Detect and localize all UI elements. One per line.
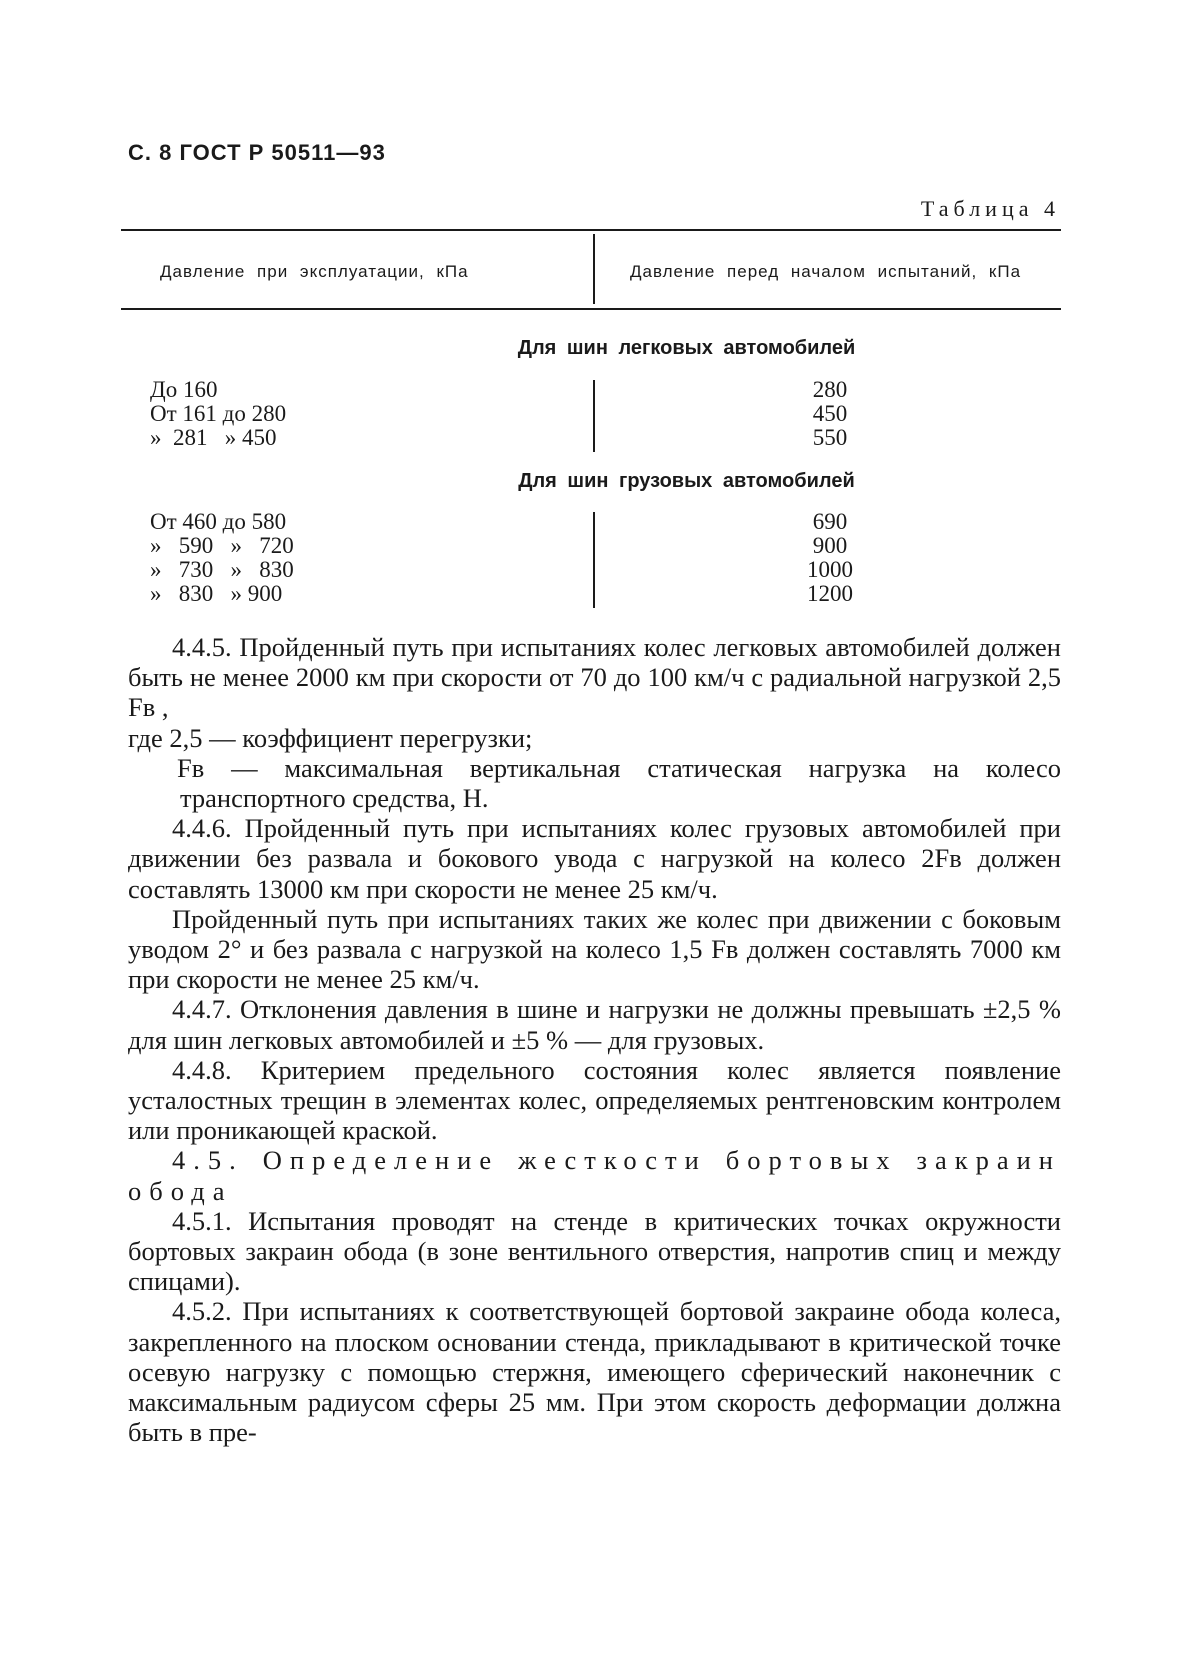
table-cell: 1000 bbox=[807, 557, 853, 582]
table-cell: 1200 bbox=[807, 581, 853, 606]
table-cell: » 590 » 720 bbox=[150, 533, 294, 558]
table-cell: От 161 до 280 bbox=[150, 401, 287, 426]
table-cell: 900 bbox=[812, 533, 848, 558]
section-heading-4-5: 4.5. Определение жесткости бортовых закраин обода bbox=[128, 1145, 1061, 1206]
table-label: Таблица 4 bbox=[920, 196, 1060, 221]
table-header-rule bbox=[121, 308, 1061, 310]
section-divider-cars bbox=[593, 380, 595, 452]
table-cell: От 460 до 580 bbox=[150, 509, 287, 534]
paragraph-where: где 2,5 — коэффициент перегрузки; bbox=[128, 722, 533, 753]
paragraph-4-5-1: 4.5.1. Испытания проводят на стенде в критических точках окружности бортовых закраин обода (в зоне вентильного отверстия, напротив спиц и между спицами). bbox=[128, 1205, 1061, 1297]
paragraph-4-4-6: 4.4.6. Пройденный путь при испытаниях колес грузовых автомобилей при движении без развала и бокового увода с нагрузкой на колесо 2Fв должен составлять 13000 км при скорости не менее 25 км/ч. bbox=[128, 813, 1061, 904]
section-title-trucks: Для шин грузовых автомобилей bbox=[518, 470, 855, 492]
page-header: С. 8 ГОСТ Р 50511—93 bbox=[128, 140, 386, 165]
table-cell: » 281 » 450 bbox=[150, 425, 277, 450]
table-top-rule bbox=[121, 229, 1061, 231]
table-cell: 450 bbox=[812, 401, 848, 426]
paragraph-fv-definition: Fв — максимальная вертикальная статическая нагрузка на колесо транспортного средства, Н. bbox=[177, 752, 1061, 814]
paragraph-4-5-2: 4.5.2. При испытаниях к соответствующей бортовой закраине обода колеса, закрепленного на плоском основании стенда, прикладывают в критической точке осевую нагрузку с помощью стержня, имеющего сферический наконечник с максимальным радиусом сферы 25 мм. При этом скорость деформации должна быть в пре- bbox=[128, 1296, 1061, 1448]
column-header-left: Давление при эксплуатации, кПа bbox=[160, 262, 469, 281]
table-cell: 690 bbox=[812, 509, 848, 534]
paragraph-4-4-7: 4.4.7. Отклонения давления в шине и нагрузки не должны превышать ±2,5 % для шин легковых автомобилей и ±5 % — для грузовых. bbox=[128, 994, 1061, 1055]
paragraph-4-4-5: 4.4.5. Пройденный путь при испытаниях колес легковых автомобилей должен быть не менее 2000 км при скорости от 70 до 100 км/ч с радиальной нагрузкой 2,5 Fв , bbox=[128, 632, 1061, 723]
paragraph-side-slip: Пройденный путь при испытаниях таких же колес при движении с боковым уводом 2° и без развала с нагрузкой на колесо 1,5 Fв должен составлять 7000 км при скорости не менее 25 км/ч. bbox=[128, 903, 1061, 995]
body-text bbox=[128, 632, 1061, 1447]
paragraph-4-4-8: 4.4.8. Критерием предельного состояния колес является появление усталостных трещин в элементах колес, определяемых рентгеновским контролем или проникающей краской. bbox=[128, 1054, 1061, 1146]
column-header-right: Давление перед началом испытаний, кПа bbox=[630, 262, 1022, 281]
table-cell: 280 bbox=[812, 377, 848, 402]
section-title-cars: Для шин легковых автомобилей bbox=[517, 337, 856, 359]
table-cell: » 830 » 900 bbox=[150, 581, 283, 606]
table-cell: 550 bbox=[812, 425, 848, 450]
section-divider-trucks bbox=[593, 512, 595, 608]
table-cell: До 160 bbox=[150, 377, 218, 402]
table-cell: » 730 » 830 bbox=[150, 557, 294, 582]
header-divider bbox=[593, 234, 595, 304]
